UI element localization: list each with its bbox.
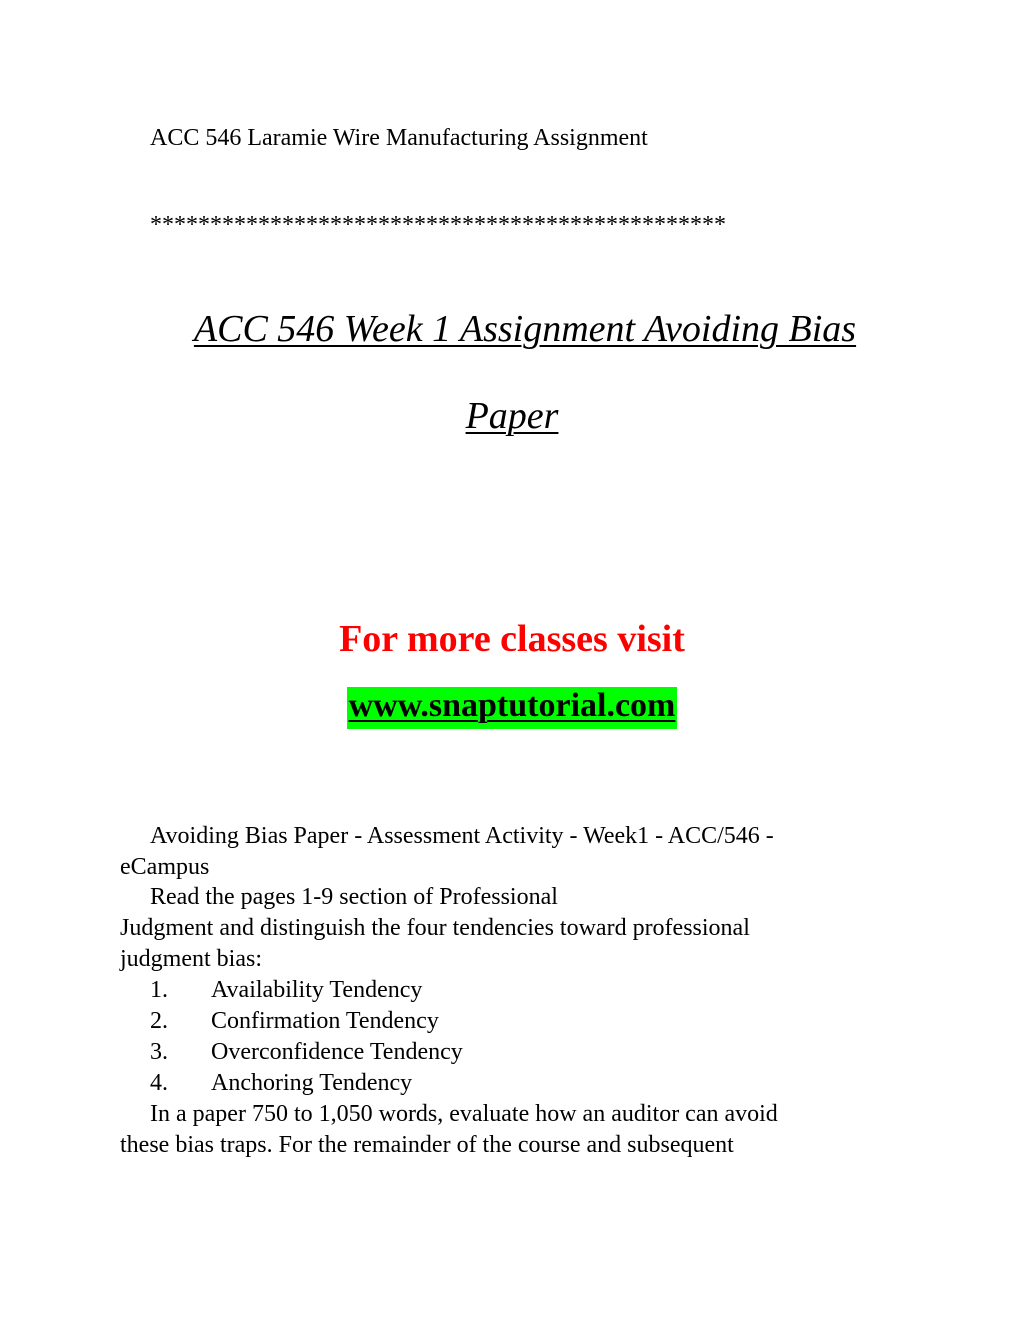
- promo-text: For more classes visit: [339, 618, 685, 660]
- list-item-number: 2.: [150, 1008, 168, 1034]
- site-link[interactable]: www.snaptutorial.com: [347, 687, 678, 729]
- main-title-line-1: ACC 546 Week 1 Assignment Avoiding Bias: [193, 308, 857, 350]
- separator-line: ************************************************: [150, 212, 726, 238]
- promo-link-wrapper: [0, 685, 1024, 729]
- body-line-7: these bias traps. For the remainder of the course and subsequent: [120, 1132, 734, 1158]
- body-line-3: Read the pages 1-9 section of Professional: [150, 884, 558, 910]
- list-item-number: 3.: [150, 1039, 168, 1065]
- body-line-2: eCampus: [120, 854, 210, 880]
- list-item-number: 4.: [150, 1070, 168, 1096]
- list-item: [150, 1009, 439, 1033]
- list-item: [150, 1071, 412, 1095]
- body-line-1: Avoiding Bias Paper - Assessment Activity - Week1 - ACC/546 -: [150, 823, 774, 849]
- list-item-text: Anchoring Tendency: [211, 1070, 413, 1096]
- list-item: [150, 978, 422, 1002]
- list-item: [150, 1040, 463, 1064]
- list-item-text: Overconfidence Tendency: [211, 1039, 463, 1065]
- body-line-6: In a paper 750 to 1,050 words, evaluate how an auditor can avoid: [150, 1101, 778, 1127]
- list-item-text: Confirmation Tendency: [211, 1008, 439, 1034]
- list-item-text: Availability Tendency: [211, 977, 423, 1003]
- body-line-5: judgment bias:: [120, 946, 262, 972]
- header-title: ACC 546 Laramie Wire Manufacturing Assignment: [150, 125, 648, 151]
- body-line-4: Judgment and distinguish the four tendencies toward professional: [120, 915, 750, 941]
- list-item-number: 1.: [150, 977, 168, 1003]
- main-title-line-2: Paper: [465, 395, 559, 437]
